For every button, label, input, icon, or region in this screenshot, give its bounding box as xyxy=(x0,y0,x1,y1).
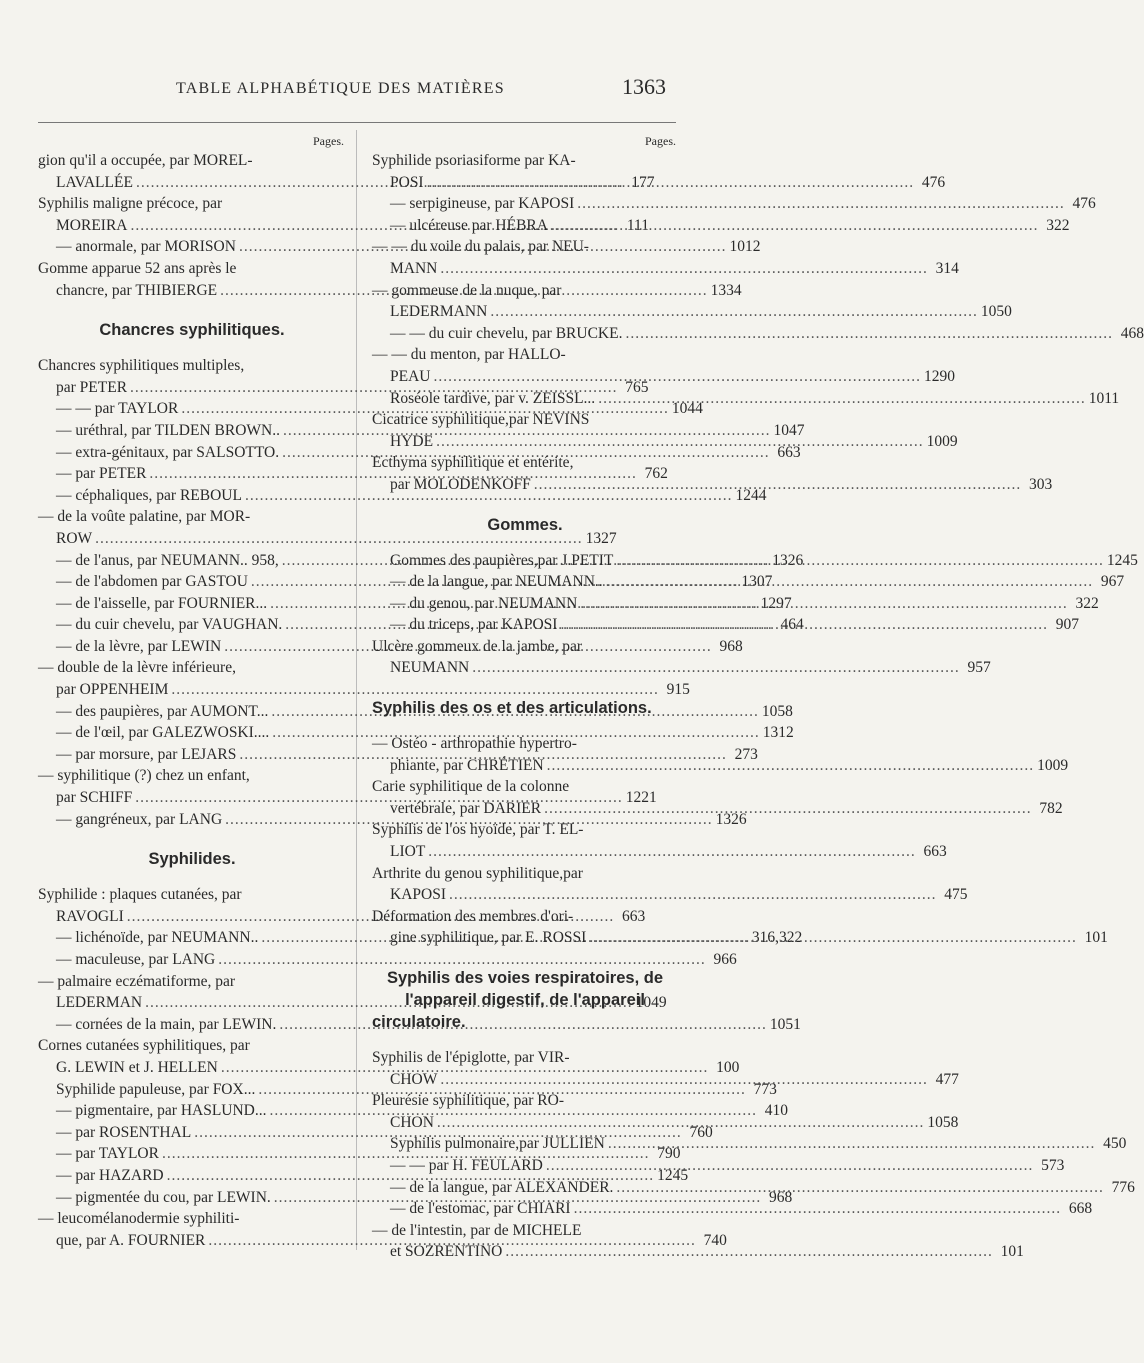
page-ref: 915 xyxy=(666,681,690,699)
page-ref: 957 xyxy=(967,659,991,677)
index-entry xyxy=(372,884,968,906)
leader-dots xyxy=(551,215,1039,237)
page-ref: 477 xyxy=(935,1070,959,1088)
page-ref: 968 xyxy=(769,1188,793,1206)
entry-text: — lichénoïde, par NEUMANN.. xyxy=(56,929,259,947)
page-ref: 1058 xyxy=(927,1113,959,1131)
page-ref: 1012 xyxy=(729,238,761,256)
entry-text: CHOW xyxy=(390,1070,438,1088)
index-entry xyxy=(372,258,959,280)
page-ref: 1290 xyxy=(923,367,955,385)
leader-dots xyxy=(580,593,1068,615)
index-text-line: Syphilide psoriasiforme par KA- xyxy=(372,152,576,169)
leader-dots xyxy=(598,388,1086,410)
entry-text: — extra-génitaux, par SALSOTTO. xyxy=(56,443,280,461)
page-ref: 1047 xyxy=(773,421,805,439)
entry-text: phiante, par CHRÉTIEN xyxy=(390,756,544,774)
entry-text: KAPOSI xyxy=(390,886,446,904)
page-ref: 1011 xyxy=(1088,389,1120,407)
page-ref: 773 xyxy=(753,1080,777,1098)
leader-dots xyxy=(625,323,1113,345)
entry-text: que, par A. FOURNIER xyxy=(56,1231,206,1249)
page-ref: 663 xyxy=(923,843,947,861)
entry-text: Roséole tardive, par v. ZEISSL... xyxy=(390,389,596,407)
entry-text: vertébrale, par DARIER xyxy=(390,799,542,817)
entry-text: PEAU xyxy=(390,367,431,385)
page-ref: 475 xyxy=(944,886,968,904)
index-entry xyxy=(372,657,991,679)
page-ref: 476 xyxy=(921,173,946,191)
entry-text: chancre, par THIBIERGE xyxy=(56,281,218,299)
leader-dots xyxy=(490,301,978,323)
section-heading: Chancres syphilitiques. xyxy=(99,321,285,340)
entry-text: — par ROSENTHAL xyxy=(56,1123,192,1141)
page-ref: 1327 xyxy=(585,529,617,547)
page-ref: 776 xyxy=(1111,1178,1135,1196)
entry-text: — ulcéreuse par HÉBRA xyxy=(390,216,548,234)
page-ref: 1044 xyxy=(671,400,703,418)
entry-text: — de l'aisselle, par FOURNIER... xyxy=(56,594,268,612)
index-entry xyxy=(372,323,1144,345)
leader-dots xyxy=(574,1198,1062,1220)
index-text-line: Ecthyma syphilitique et entérite, xyxy=(372,454,574,472)
entry-text: RAVOGLI xyxy=(56,907,124,925)
entry-text: — par TAYLOR xyxy=(56,1145,159,1163)
header-rule xyxy=(38,122,676,123)
index-text-line: — — du voile du palais, par NEU- xyxy=(372,238,589,256)
leader-dots xyxy=(440,258,928,280)
heading-line: l'appareil digestif, de l'appareil xyxy=(405,991,645,1009)
index-text-line: Carie syphilitique de la colonne xyxy=(372,778,570,796)
page-ref: 790 xyxy=(657,1145,681,1163)
page-ref: 316,322 xyxy=(751,929,803,947)
section-heading: Gommes. xyxy=(487,515,563,534)
leader-dots xyxy=(436,431,924,453)
page-ref: 1297 xyxy=(760,594,792,612)
index-text-line: — Ostéo - arthropathie hypertro- xyxy=(372,735,577,753)
page-ref: 1326 xyxy=(772,551,804,569)
page-ref: 101 xyxy=(1084,929,1108,947)
entry-text: — pigmentée du cou, par LEWIN. xyxy=(56,1188,271,1206)
index-entry xyxy=(38,949,737,971)
leader-dots xyxy=(547,755,1035,777)
index-text-line: — double de la lèvre inférieure, xyxy=(38,659,236,677)
entry-text: par MOLODENKOFF xyxy=(390,475,531,493)
section-heading: Syphilis des os et des articulations. xyxy=(372,699,652,718)
running-title: TABLE ALPHABÉTIQUE DES MATIÈRES xyxy=(176,80,505,97)
heading-line: Syphilis des voies respiratoires, de xyxy=(386,969,664,987)
entry-text: ROW xyxy=(56,529,93,547)
page-ref: 1058 xyxy=(761,702,793,720)
entry-text: — de l'estomac, par CHIARI xyxy=(390,1200,571,1218)
page-ref: 1050 xyxy=(980,303,1012,321)
index-text-line: — syphilitique (?) chez un enfant, xyxy=(38,767,250,785)
section-heading: Syphilides. xyxy=(148,850,236,869)
index-entry xyxy=(372,755,1069,777)
leader-dots xyxy=(433,366,921,388)
index-entry xyxy=(38,485,767,507)
heading-line: circulatoire. xyxy=(372,1013,466,1031)
entry-text: Syphilis pulmonaire,par JULLIEN xyxy=(390,1135,605,1153)
index-text-line: — de l'intestin, par de MICHELE xyxy=(372,1221,582,1239)
entry-text: — serpigineuse, par KAPOSI xyxy=(390,195,575,213)
page-ref: 1244 xyxy=(735,486,767,504)
page-ref: 322 xyxy=(1075,594,1099,612)
index-entry xyxy=(372,193,1096,215)
page-ref: 1009 xyxy=(926,432,958,450)
leader-dots xyxy=(437,1112,925,1134)
page-ref: 1312 xyxy=(762,724,794,742)
index-text-line: Syphilis de l'épiglotte, par VIR- xyxy=(372,1049,570,1066)
index-entry xyxy=(372,366,955,388)
entry-text: — de la langue, par NEUMANN.. xyxy=(390,573,603,591)
page-ref: 1051 xyxy=(769,1015,801,1033)
entry-text: — pigmentaire, par HASLUND... xyxy=(56,1102,267,1120)
entry-text: — — du cuir chevelu, par BRUCKE. xyxy=(390,324,623,342)
entry-text: — anormale, par MORISON xyxy=(56,238,236,256)
entry-text: — de la lèvre, par LEWIN xyxy=(56,637,222,655)
page-ref: 668 xyxy=(1068,1200,1093,1218)
entry-text: — par HAZARD xyxy=(56,1166,164,1184)
entry-text: G. LEWIN et J. HELLEN xyxy=(56,1058,218,1076)
leader-dots xyxy=(616,1177,1104,1199)
index-entry xyxy=(372,1198,1093,1220)
entry-text: — du cuir chevelu, par VAUGHAN. xyxy=(56,616,283,634)
page-ref: 1326 xyxy=(715,810,747,828)
page-ref: 100 xyxy=(716,1058,740,1076)
page-ref: 760 xyxy=(689,1123,713,1141)
entry-text: — — par TAYLOR xyxy=(56,400,179,418)
index-entry xyxy=(372,215,1070,237)
entry-text: — gangréneux, par LANG xyxy=(56,810,223,828)
entry-text: par PETER xyxy=(56,378,128,396)
entry-text: POSI xyxy=(390,173,424,191)
page-ref: 464 xyxy=(780,616,804,634)
entry-text: gine syphilitique, par E. ROSSI xyxy=(390,929,587,947)
index-text-line: Chancres syphilitiques multiples, xyxy=(38,357,245,375)
index-text-line: Syphilis maligne précoce, par xyxy=(38,195,223,213)
page-ref: 573 xyxy=(1041,1156,1065,1174)
page-ref: 762 xyxy=(644,465,668,483)
entry-text: Gommes des paupières,par J.PETIT xyxy=(390,551,614,569)
page-ref: 968 xyxy=(719,637,743,655)
leader-dots xyxy=(440,1069,928,1091)
entry-text: — de l'œil, par GALEZWOSKI.... xyxy=(56,724,270,742)
page-ref: 1307 xyxy=(741,573,773,591)
index-entry xyxy=(372,301,1012,323)
page-ref: 101 xyxy=(1000,1243,1024,1261)
page-ref: 907 xyxy=(1055,616,1079,634)
page-ref: 1245 xyxy=(1106,551,1138,569)
entry-text: — de l'abdomen par GASTOU xyxy=(56,573,248,591)
page-ref: 468 xyxy=(1120,324,1144,342)
leader-dots xyxy=(560,614,1048,636)
page-ref: 450 xyxy=(1103,1135,1127,1153)
leader-dots xyxy=(589,927,1077,949)
leader-dots xyxy=(546,1155,1034,1177)
index-text-line: Cornes cutanées syphilitiques, par xyxy=(38,1037,250,1055)
entry-text: LIOT xyxy=(390,843,426,861)
leader-dots xyxy=(608,1133,1096,1155)
entry-text: — par PETER xyxy=(56,465,147,483)
leader-dots xyxy=(577,193,1065,215)
page-ref: 765 xyxy=(625,378,649,396)
page-header xyxy=(0,74,800,106)
index-text-line: Pleurésie syphilitique, par RO- xyxy=(372,1092,564,1110)
index-text-line: — gommeuse de la nuque, par xyxy=(372,281,562,299)
entry-text: Syphilide papuleuse, par FOX... xyxy=(56,1080,256,1098)
index-entry xyxy=(38,528,617,550)
page-ref: 1334 xyxy=(710,281,742,299)
entry-text: CHON xyxy=(390,1113,434,1131)
index-text-line: — leucomélanodermie syphiliti- xyxy=(38,1210,240,1228)
page-ref: 1221 xyxy=(625,789,657,807)
page-ref: 303 xyxy=(1029,475,1053,493)
entry-text: HYDE xyxy=(390,432,434,450)
entry-text: — du triceps, par KAPOSI xyxy=(390,616,558,634)
leader-dots xyxy=(616,550,1104,572)
entry-text: — céphaliques, par REBOUL xyxy=(56,486,242,504)
page-ref: 966 xyxy=(713,951,737,968)
index-text-line: Déformation des membres d'ori- xyxy=(372,907,574,925)
entry-text: — — par H. FEULARD xyxy=(390,1156,543,1174)
entry-text: MOREIRA xyxy=(56,216,128,234)
page-ref: 410 xyxy=(764,1102,788,1120)
index-entry xyxy=(372,841,947,863)
index-text-line: Ulcère gommeux de la jambe, par xyxy=(372,637,583,655)
index-entry xyxy=(372,172,946,194)
index-text-line: Syphilide : plaques cutanées, par xyxy=(38,886,242,904)
entry-text: par SCHIFF xyxy=(56,789,133,807)
entry-text: et SOZRENTINO xyxy=(390,1243,503,1261)
page-ref: 314 xyxy=(935,259,959,277)
entry-text: — par morsure, par LEJARS xyxy=(56,745,237,763)
index-text-line: — — du menton, par HALLO- xyxy=(372,346,566,364)
page-ref: 740 xyxy=(703,1231,727,1249)
index-text-line: — de la voûte palatine, par MOR- xyxy=(38,508,251,526)
index-text-line: Arthrite du genou syphilitique,par xyxy=(372,864,583,882)
page-ref: 1009 xyxy=(1037,756,1069,774)
index-text-line: Gomme apparue 52 ans après le xyxy=(38,259,237,277)
leader-dots xyxy=(606,571,1094,593)
entry-text: — du genou, par NEUMANN xyxy=(390,594,578,612)
entry-text: — des paupières, par AUMONT... xyxy=(56,702,269,720)
page-ref: 476 xyxy=(1072,195,1096,213)
index-text-line: Syphilis de l'os hyoïde, par T. EL- xyxy=(372,821,584,839)
pages-label: Pages. xyxy=(313,134,344,148)
entry-text: — maculeuse, par LANG xyxy=(56,951,216,968)
leader-dots xyxy=(449,884,937,906)
leader-dots xyxy=(505,1241,993,1263)
index-entry xyxy=(372,1241,1024,1263)
pages-label: Pages. xyxy=(645,134,676,148)
entry-text: LEDERMANN xyxy=(390,303,488,321)
entry-text: LEDERMAN xyxy=(56,994,143,1012)
page-number: 1363 xyxy=(622,74,666,99)
index-text-line: gion qu'il a occupée, par MOREL- xyxy=(38,152,253,169)
page-ref: 782 xyxy=(1039,799,1063,817)
page-ref: 177 xyxy=(631,173,655,191)
entry-text: — cornées de la main, par LEWIN. xyxy=(56,1015,277,1033)
page-ref: 663 xyxy=(622,907,646,925)
entry-text: LAVALLÉE xyxy=(56,173,133,191)
entry-text: — de l'anus, par NEUMANN.. 958, xyxy=(56,551,279,569)
index-text-line: Cicatrice syphilitique,par NEVINS xyxy=(372,411,590,429)
leader-dots xyxy=(544,798,1032,820)
page-ref: 967 xyxy=(1100,573,1125,591)
section-heading-multiline xyxy=(372,967,678,1033)
entry-text: — de la langue, par ALEXANDER. xyxy=(390,1178,614,1196)
leader-dots xyxy=(427,172,915,194)
page-ref: 322 xyxy=(1046,216,1070,234)
page-ref: 1245 xyxy=(657,1166,689,1184)
index-entry xyxy=(38,679,690,701)
leader-dots xyxy=(534,474,1022,496)
page-ref: 111 xyxy=(626,216,649,234)
entry-text: par OPPENHEIM xyxy=(56,681,169,699)
entry-text: — uréthral, par TILDEN BROWN.. xyxy=(56,421,280,439)
page-ref: 663 xyxy=(777,443,801,461)
page-ref: 273 xyxy=(734,745,758,763)
index-text-line: — palmaire eczématiforme, par xyxy=(38,972,236,990)
page-ref: 1049 xyxy=(635,994,667,1012)
entry-text: NEUMANN xyxy=(390,659,470,677)
entry-text: MANN xyxy=(390,259,438,277)
leader-dots xyxy=(428,841,916,863)
leader-dots xyxy=(472,657,960,679)
